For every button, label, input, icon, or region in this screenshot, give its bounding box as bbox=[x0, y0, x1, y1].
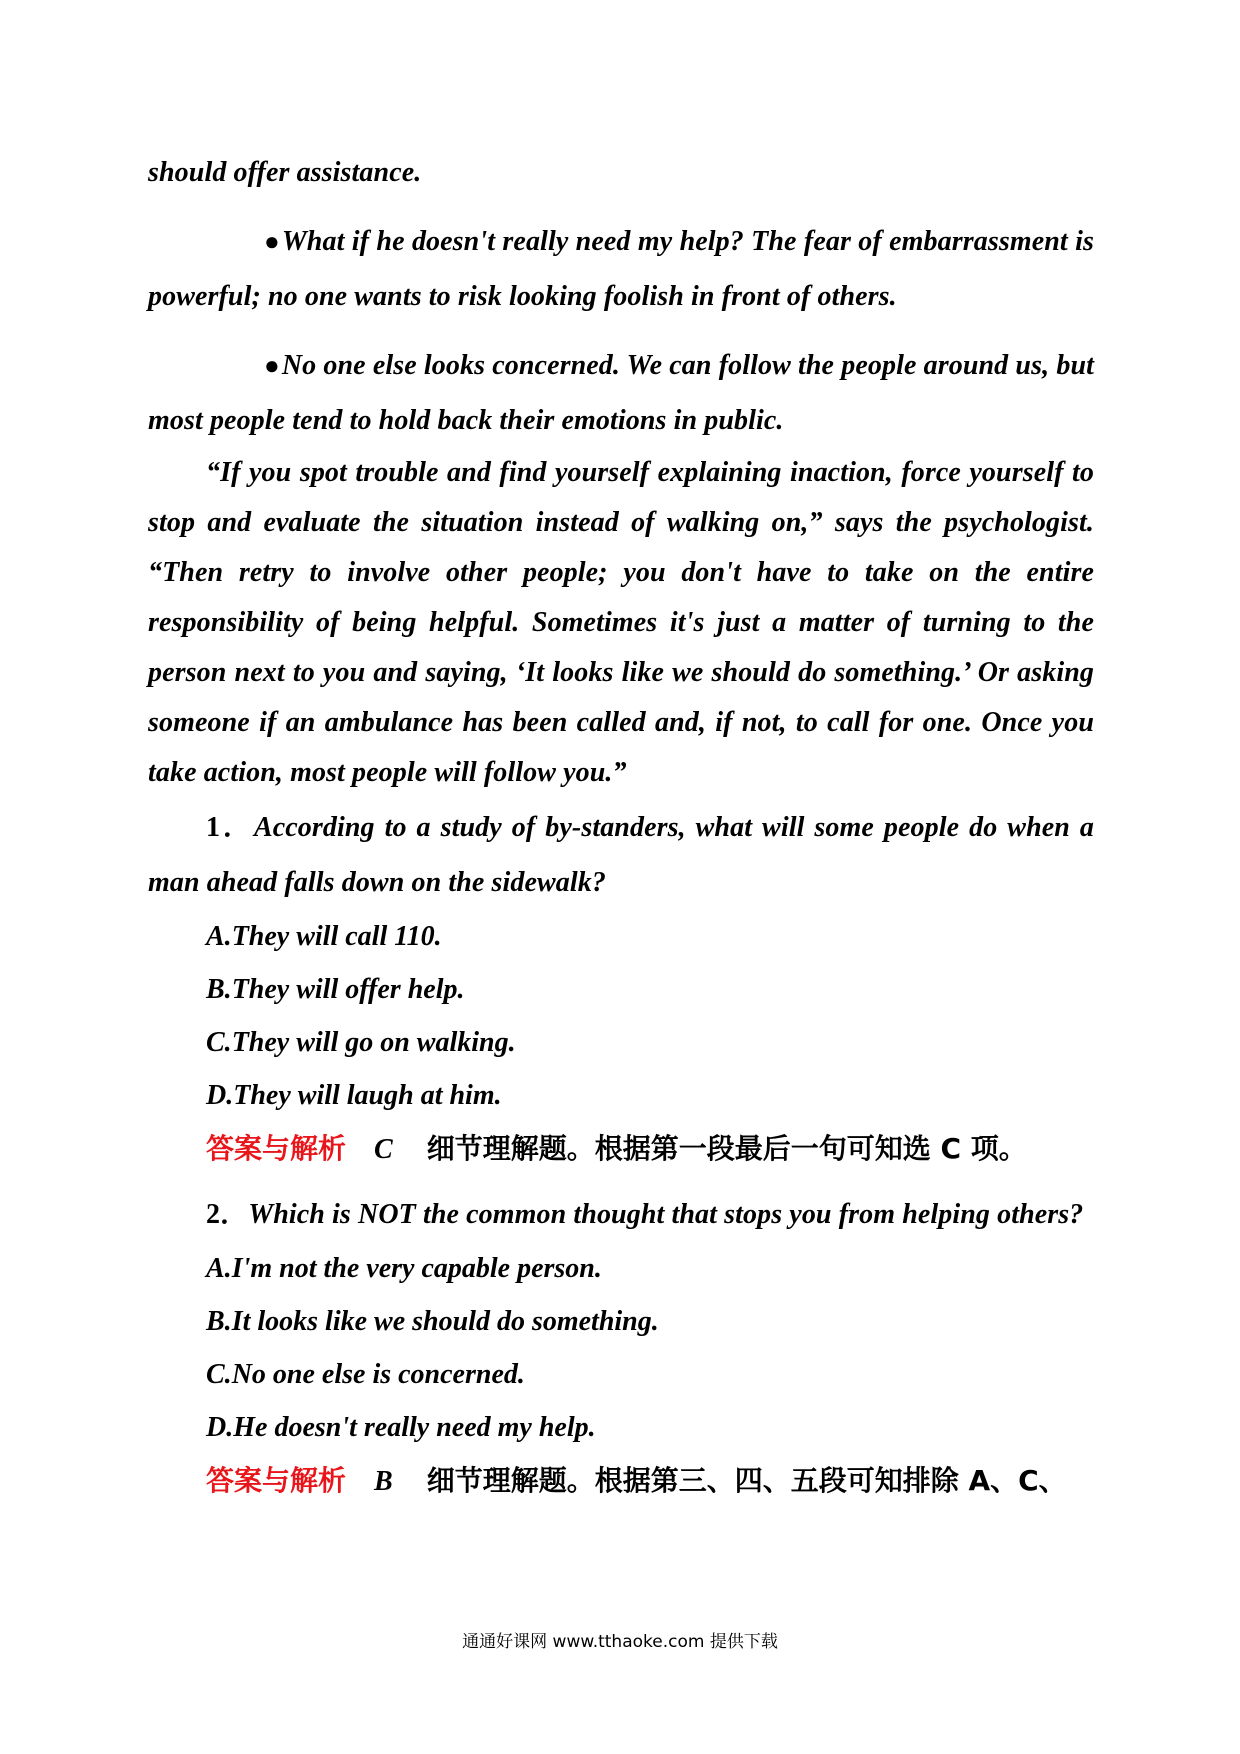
option-text: No one else is concerned. bbox=[231, 1359, 525, 1390]
option-letter: D. bbox=[206, 1080, 234, 1111]
question-1 bbox=[148, 800, 1094, 910]
answer-1 bbox=[206, 1122, 1094, 1177]
bullet-icon: ● bbox=[264, 351, 280, 380]
option-1a bbox=[206, 910, 1094, 963]
answer-explanation: 细节理解题。根据第三、四、五段可知排除 A、C、 bbox=[426, 1464, 1067, 1497]
option-1c bbox=[206, 1016, 1094, 1069]
question-text: Which is NOT the common thought that stops you from helping others? bbox=[248, 1199, 1084, 1230]
answer-explanation: 细节理解题。根据第一段最后一句可知选 C 项。 bbox=[426, 1132, 1027, 1165]
option-text: He doesn't really need my help. bbox=[233, 1412, 596, 1443]
option-text: They will laugh at him. bbox=[233, 1080, 502, 1111]
bullet-1-text: What if he doesn't really need my help? The fear of embarrassment is powerful; no one wants to risk looking foolish in front of others. bbox=[148, 226, 1094, 312]
question-number: 2． bbox=[206, 1199, 249, 1230]
answer-label: 答案与解析 bbox=[206, 1132, 347, 1165]
option-text: It looks like we should do something. bbox=[231, 1306, 659, 1337]
option-2d bbox=[206, 1401, 1094, 1454]
option-letter: C. bbox=[206, 1027, 232, 1058]
answer-label: 答案与解析 bbox=[206, 1464, 347, 1497]
paragraph-bullet-2 bbox=[148, 338, 1094, 448]
option-letter: B. bbox=[206, 974, 232, 1005]
answer-2 bbox=[206, 1454, 1094, 1509]
option-text: I'm not the very capable person. bbox=[231, 1253, 602, 1284]
answer-letter: B bbox=[374, 1466, 393, 1497]
bullet-2-text: No one else looks concerned. We can follow the people around us, but most people tend to hold back their emotions in public. bbox=[148, 350, 1094, 436]
document-body bbox=[148, 145, 1094, 1509]
option-text: They will offer help. bbox=[231, 974, 465, 1005]
option-text: They will go on walking. bbox=[231, 1027, 516, 1058]
bullet-icon: ● bbox=[264, 227, 280, 256]
option-letter: D. bbox=[206, 1412, 234, 1443]
option-2a bbox=[206, 1242, 1094, 1295]
question-number: 1． bbox=[206, 812, 254, 843]
option-letter: C. bbox=[206, 1359, 232, 1390]
question-2 bbox=[148, 1187, 1094, 1242]
page-footer: 通通好课网 www.tthaoke.com 提供下载 bbox=[462, 1632, 778, 1652]
answer-letter: C bbox=[374, 1134, 393, 1165]
option-2b bbox=[206, 1295, 1094, 1348]
option-2c bbox=[206, 1348, 1094, 1401]
option-letter: B. bbox=[206, 1306, 232, 1337]
paragraph-bullet-1 bbox=[148, 214, 1094, 324]
option-letter: A. bbox=[206, 1253, 232, 1284]
option-text: They will call 110. bbox=[231, 921, 442, 952]
option-1b bbox=[206, 963, 1094, 1016]
paragraph-continuation: should offer assistance. bbox=[148, 157, 422, 188]
question-text: According to a study of by-standers, what will some people do when a man ahead falls down on the sidewalk? bbox=[148, 812, 1095, 898]
option-letter: A. bbox=[206, 921, 232, 952]
paragraph-quote: “If you spot trouble and find yourself explaining inaction, force yourself to stop and evaluate the situation instead of walking on,” says the psychologist. “Then retry to involve other people; you don't have to take on the entire responsibility of being helpful. Sometimes it's just a matter of turning to the person next to you and saying, ‘It looks like we should do something.’ Or asking someone if an ambulance has been called and, if not, to call for one. Once you take action, most people will follow you.” bbox=[148, 457, 1094, 788]
option-1d bbox=[206, 1069, 1094, 1122]
